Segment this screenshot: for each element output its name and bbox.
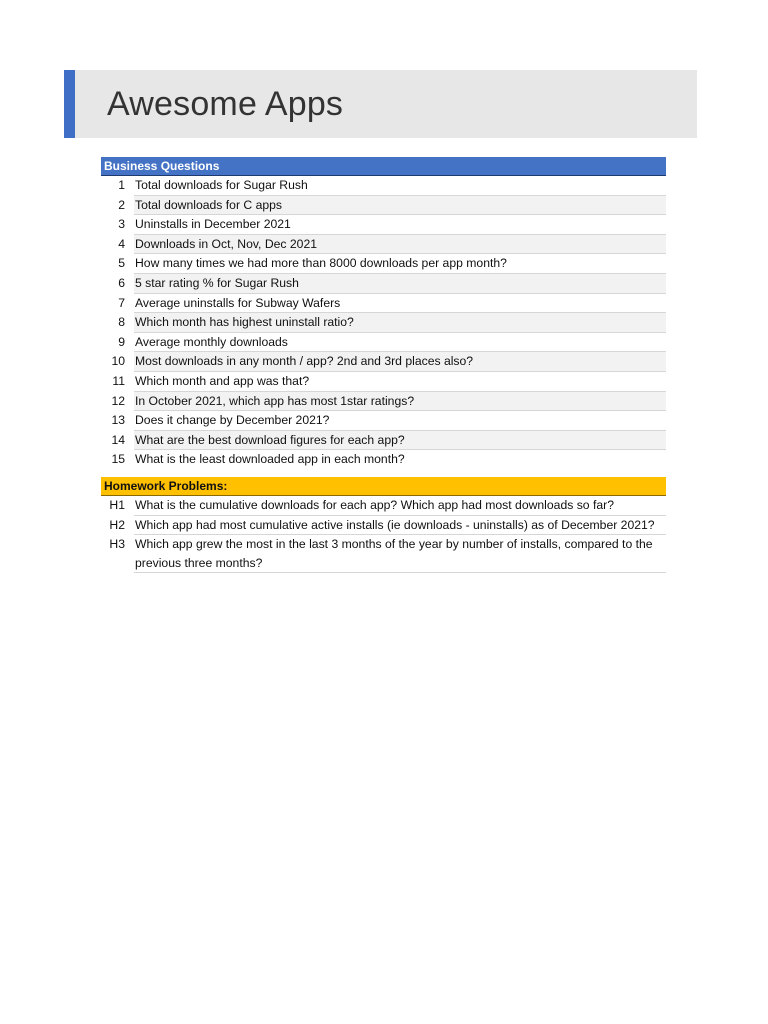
row-number: 10: [111, 354, 125, 369]
question-text: Average uninstalls for Subway Wafers: [134, 294, 666, 314]
row-number: 7: [118, 295, 125, 310]
row-number: 12: [111, 393, 125, 408]
row-number: H1: [109, 498, 125, 512]
business-question-row: [101, 411, 666, 431]
business-questions-rows: [101, 176, 666, 469]
question-text: Total downloads for C apps: [134, 196, 666, 216]
question-text: What are the best download figures for each app?: [134, 431, 666, 451]
business-question-row: [101, 196, 666, 216]
row-number: 3: [118, 217, 125, 232]
business-question-row: [101, 313, 666, 333]
homework-problems-header: Homework Problems:: [101, 477, 666, 496]
question-text: What is the cumulative downloads for each app? Which app had most downloads so far?: [134, 496, 666, 516]
question-text: Does it change by December 2021?: [134, 411, 666, 431]
question-text: What is the least downloaded app in each month?: [135, 452, 405, 467]
row-number: 13: [111, 413, 125, 428]
business-question-row: [101, 235, 666, 255]
question-text: In October 2021, which app has most 1star ratings?: [134, 392, 666, 412]
row-number: H3: [109, 537, 125, 552]
question-text: Most downloads in any month / app? 2nd and 3rd places also?: [134, 352, 666, 372]
question-text: 5 star rating % for Sugar Rush: [134, 274, 666, 294]
title-banner: [64, 70, 697, 138]
row-number: H2: [109, 517, 125, 532]
row-number: 14: [111, 432, 125, 447]
row-number: 5: [118, 256, 125, 271]
homework-problem-row: [101, 535, 666, 573]
business-question-row: [101, 431, 666, 451]
row-number: 2: [118, 197, 125, 212]
row-number: 6: [118, 275, 125, 290]
business-question-row: [101, 352, 666, 372]
row-number: 8: [118, 315, 125, 330]
business-question-row: [101, 215, 666, 235]
business-question-row: [101, 176, 666, 196]
question-text: Which month and app was that?: [134, 372, 666, 392]
row-number: 15: [111, 452, 125, 467]
question-text: Average monthly downloads: [134, 333, 666, 353]
question-text: How many times we had more than 8000 downloads per app month?: [134, 254, 666, 274]
business-questions-table: [101, 157, 666, 469]
row-number: 11: [112, 373, 125, 388]
row-number: 4: [118, 236, 125, 251]
homework-problem-row: [101, 516, 666, 536]
page-title: Awesome Apps: [107, 85, 344, 123]
business-question-row: [101, 392, 666, 412]
title-accent-bar: [64, 70, 75, 138]
business-question-row: [101, 450, 666, 469]
business-question-row: [101, 294, 666, 314]
business-question-row: [101, 274, 666, 294]
question-text: Which app had most cumulative active installs (ie downloads - uninstalls) as of December 2021?: [134, 516, 666, 536]
homework-problem-row: [101, 496, 666, 516]
row-number: 1: [118, 178, 125, 192]
question-text: Which app grew the most in the last 3 months of the year by number of installs, compared to the previous three months?: [134, 535, 666, 573]
business-question-row: [101, 333, 666, 353]
homework-problems-table: [101, 477, 666, 573]
question-text: Uninstalls in December 2021: [134, 215, 666, 235]
business-questions-header: Business Questions: [101, 157, 666, 176]
question-text: Which month has highest uninstall ratio?: [134, 313, 666, 333]
business-question-row: [101, 372, 666, 392]
row-number: 9: [118, 334, 125, 349]
question-text: Downloads in Oct, Nov, Dec 2021: [134, 235, 666, 255]
homework-problems-rows: [101, 496, 666, 573]
business-question-row: [101, 254, 666, 274]
question-text: Total downloads for Sugar Rush: [134, 176, 666, 196]
